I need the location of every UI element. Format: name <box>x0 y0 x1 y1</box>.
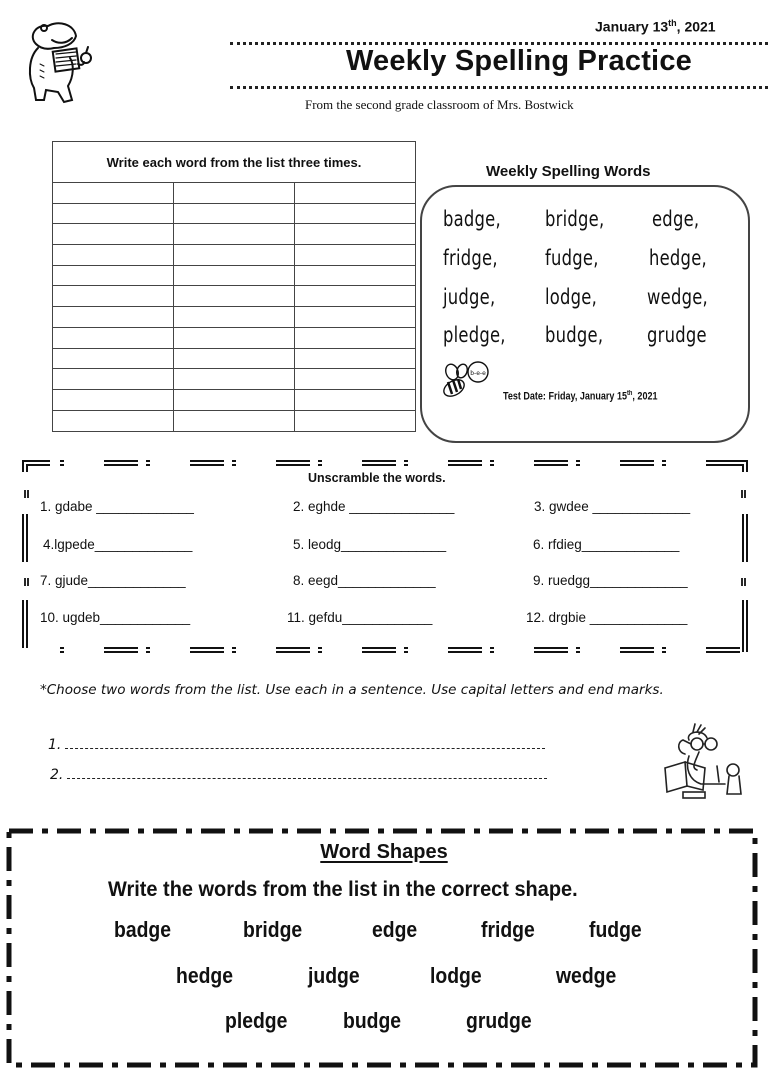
sentence-line-2[interactable]: 2. <box>50 767 547 783</box>
practice-cell[interactable] <box>295 328 415 348</box>
practice-cell[interactable] <box>295 390 415 410</box>
practice-cell[interactable] <box>53 245 174 265</box>
practice-table-row <box>53 307 415 328</box>
practice-table-row <box>53 204 415 225</box>
word-shape-item: budge <box>343 1008 402 1033</box>
practice-cell[interactable] <box>174 390 295 410</box>
word-shape-item: edge <box>372 917 418 942</box>
word-list-item: lodge, <box>545 285 598 309</box>
word-list-item: edge, <box>652 207 700 231</box>
svg-text:b-e-e: b-e-e <box>470 370 486 377</box>
practice-table-header: Write each word from the list three times. <box>53 142 415 183</box>
unscramble-item[interactable]: 8. eegd_____________ <box>293 573 436 588</box>
practice-cell[interactable] <box>174 328 295 348</box>
practice-table-row <box>53 369 415 390</box>
word-list-item: fridge, <box>443 246 498 270</box>
unscramble-item[interactable]: 5. leodg______________ <box>293 537 447 552</box>
practice-cell[interactable] <box>295 204 415 224</box>
practice-table <box>52 141 416 432</box>
word-shapes-instructions: Write the words from the list in the correct shape. <box>108 878 578 901</box>
practice-cell[interactable] <box>53 390 174 410</box>
practice-cell[interactable] <box>53 307 174 327</box>
practice-table-row <box>53 224 415 245</box>
page-subtitle: From the second grade classroom of Mrs. Bostwick <box>305 97 574 112</box>
practice-cell[interactable] <box>295 369 415 389</box>
word-shape-item: fridge <box>481 917 535 942</box>
word-shape-item: grudge <box>466 1008 532 1033</box>
hippo-with-books-icon <box>14 14 104 109</box>
practice-cell[interactable] <box>53 224 174 244</box>
practice-cell[interactable] <box>174 411 295 432</box>
test-date: Test Date: Friday, January 15th, 2021 <box>503 390 658 403</box>
bee-icon <box>440 358 490 400</box>
unscramble-item[interactable]: 9. ruedgg_____________ <box>533 573 688 588</box>
word-shape-item: badge <box>114 917 172 942</box>
word-shapes-title: Word Shapes <box>320 841 448 863</box>
word-list-title: Weekly Spelling Words <box>486 163 651 180</box>
word-shape-item: pledge <box>225 1008 288 1033</box>
word-list-item: grudge <box>647 323 707 347</box>
unscramble-item[interactable]: 3. gwdee _____________ <box>534 499 691 514</box>
word-list-item: bridge, <box>545 207 605 231</box>
practice-cell[interactable] <box>53 349 174 369</box>
practice-cell[interactable] <box>295 307 415 327</box>
sentence-line-1[interactable]: 1. <box>48 737 545 753</box>
practice-cell[interactable] <box>53 328 174 348</box>
word-list-item: hedge, <box>649 246 707 270</box>
practice-cell[interactable] <box>53 369 174 389</box>
worksheet-date: January 13th, 2021 <box>595 18 716 35</box>
practice-cell[interactable] <box>174 245 295 265</box>
unscramble-item[interactable]: 2. eghde ______________ <box>293 499 455 514</box>
practice-cell[interactable] <box>53 286 174 306</box>
practice-table-row <box>53 245 415 266</box>
practice-cell[interactable] <box>295 349 415 369</box>
practice-cell[interactable] <box>174 369 295 389</box>
practice-cell[interactable] <box>174 286 295 306</box>
unscramble-item[interactable]: 11. gefdu____________ <box>287 610 433 625</box>
word-list-item: badge, <box>443 207 501 231</box>
unscramble-title: Unscramble the words. <box>308 471 446 485</box>
dotted-divider <box>230 86 768 89</box>
unscramble-item[interactable]: 1. gdabe _____________ <box>40 499 194 514</box>
practice-table-row <box>53 286 415 307</box>
practice-cell[interactable] <box>295 245 415 265</box>
practice-cell[interactable] <box>295 224 415 244</box>
practice-cell[interactable] <box>295 411 415 432</box>
practice-cell[interactable] <box>174 204 295 224</box>
unscramble-item[interactable]: 6. rfdieg_____________ <box>533 537 680 552</box>
practice-table-row <box>53 411 415 432</box>
word-shape-item: fudge <box>589 917 642 942</box>
practice-cell[interactable] <box>53 204 174 224</box>
practice-cell[interactable] <box>53 183 174 203</box>
sentence-instructions: *Choose two words from the list. Use each in a sentence. Use capital letters and end marks. <box>40 682 664 698</box>
practice-cell[interactable] <box>174 349 295 369</box>
practice-cell[interactable] <box>295 286 415 306</box>
bird-reading-book-icon <box>655 722 760 802</box>
practice-table-row <box>53 349 415 370</box>
practice-table-row <box>53 266 415 287</box>
word-list-item: wedge, <box>647 285 708 309</box>
practice-cell[interactable] <box>53 266 174 286</box>
word-shape-item: bridge <box>243 917 303 942</box>
practice-table-row <box>53 183 415 204</box>
unscramble-item[interactable]: 12. drgbie _____________ <box>526 610 688 625</box>
practice-cell[interactable] <box>295 266 415 286</box>
word-shape-item: wedge <box>556 963 617 988</box>
practice-cell[interactable] <box>174 266 295 286</box>
word-list-item: budge, <box>545 323 604 347</box>
unscramble-item[interactable]: 7. gjude_____________ <box>40 573 186 588</box>
word-shape-item: judge <box>308 963 360 988</box>
practice-cell[interactable] <box>53 411 174 432</box>
word-list-item: judge, <box>443 285 496 309</box>
unscramble-item[interactable]: 4.lgpede_____________ <box>43 537 193 552</box>
practice-cell[interactable] <box>295 183 415 203</box>
word-shape-item: lodge <box>430 963 482 988</box>
practice-cell[interactable] <box>174 183 295 203</box>
practice-cell[interactable] <box>174 224 295 244</box>
word-list-item: fudge, <box>545 246 599 270</box>
unscramble-item[interactable]: 10. ugdeb____________ <box>40 610 191 625</box>
word-list-item: pledge, <box>443 323 506 347</box>
practice-table-row <box>53 390 415 411</box>
practice-cell[interactable] <box>174 307 295 327</box>
word-shape-item: hedge <box>176 963 234 988</box>
practice-table-row <box>53 328 415 349</box>
page-title: Weekly Spelling Practice <box>346 45 692 77</box>
